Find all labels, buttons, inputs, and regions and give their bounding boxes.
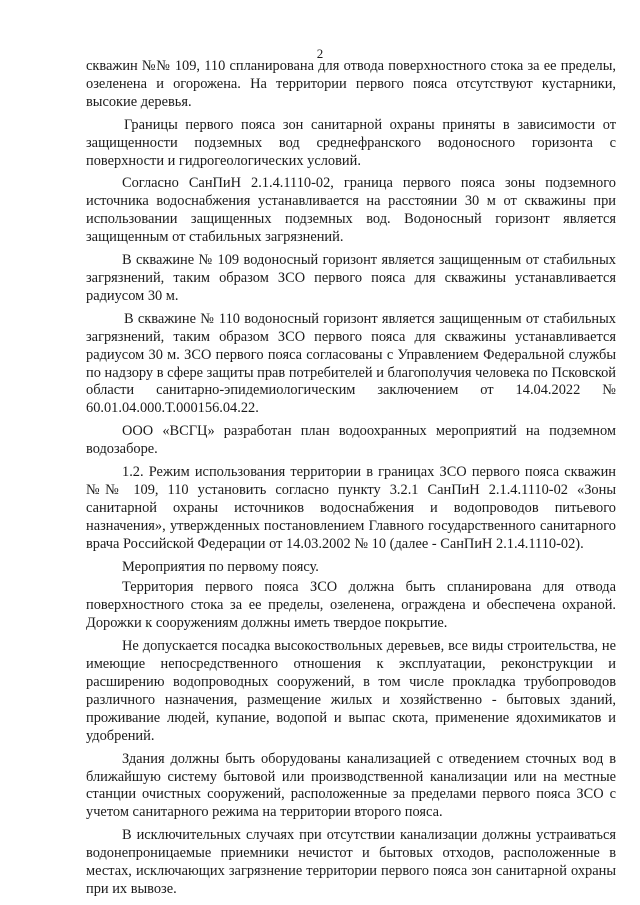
paragraph-well-109: В скважине № 109 водоносный горизонт является защищенным от стабильных загрязнений, таким образом ЗСО первого пояса для скважины устанавливается радиусом 30 м. [86, 252, 616, 304]
document-body [86, 58, 616, 904]
paragraph-section-1-2: 1.2. Режим использования территории в границах ЗСО первого пояса скважин №№ 109, 110 установить согласно пункту 3.2.1 СанПиН 2.1.4.1110-02 «Зоны санитарной охраны источников водоснабжения и водопроводов питьевого назначения», утвержденных постановлением Главного государственного санитарного врача Российской Федерации от 14.03.2002 № 10 (далее - СанПиН 2.1.4.1110-02). [86, 464, 616, 552]
page-number: 2 [316, 46, 324, 61]
paragraph-exceptions: В исключительных случаях при отсутствии канализации должны устраиваться водонепроницаемые приемники нечистот и бытовых отходов, расположенные в местах, исключающих загрязнение территории первого пояса зон санитарной охраны при их вывозе. [86, 827, 616, 897]
paragraph-prohibitions: Не допускается посадка высокоствольных деревьев, все виды строительства, не имеющие непосредственного отношения к эксплуатации, реконструкции и расширению водопроводных сооружений, в том числе прокладка трубопроводов различного назначения, размещение жилых и хозяйственно - бытовых зданий, проживание людей, купание, водопой и выпас скота, применение ядохимикатов и удобрений. [86, 638, 616, 744]
paragraph-measures-heading: Мероприятия по первому поясу. [122, 558, 319, 575]
paragraph-sanpin: Согласно СанПиН 2.1.4.1110-02, граница первого пояса зоны подземного источника водоснабжения устанавливается на расстоянии 30 м от скважины при использовании защищенных подземных вод. Водоносный горизонт является защищенным от стабильных загрязнений. [86, 175, 616, 246]
paragraph-buildings: Здания должны быть оборудованы канализацией с отведением сточных вод в ближайшую систему бытовой или производственной канализации или на местные станции очистных сооружений, расположенные за пределами первого пояса ЗСО с учетом санитарного режима на территории второго пояса. [86, 750, 616, 821]
paragraph-continuation: скважин №№ 109, 110 спланирована для отвода поверхностного стока за ее пределы, озеленена и огорожена. На территории первого пояса отсутствуют кустарники, высокие деревья. [86, 58, 616, 110]
paragraph-territory: Территория первого пояса ЗСО должна быть спланирована для отвода поверхностного стока за ее пределы, озеленена, ограждена и обеспечена охраной. Дорожки к сооружениям должны иметь твердое покрытие. [86, 579, 616, 632]
paragraph-plan: ООО «ВСГЦ» разработан план водоохранных мероприятий на подземном водозаборе. [86, 423, 616, 458]
paragraph-boundaries: Границы первого пояса зон санитарной охраны приняты в зависимости от защищенности подземных вод среднефранского водоносного горизонта с поверхности и гидрогеологических условий. [86, 116, 616, 169]
paragraph-well-110: В скважине № 110 водоносный горизонт является защищенным от стабильных загрязнений, таким образом ЗСО первого пояса для скважины устанавливается радиусом 30 м. ЗСО первого пояса согласованы с Управлением Федеральной службы по надзору в сфере защиты прав потребителей и благополучия человека по Псковской области санитарно-эпидемиологическим заключением от 14.04.2022 № 60.01.04.000.Т.000156.04.22. [86, 310, 616, 417]
